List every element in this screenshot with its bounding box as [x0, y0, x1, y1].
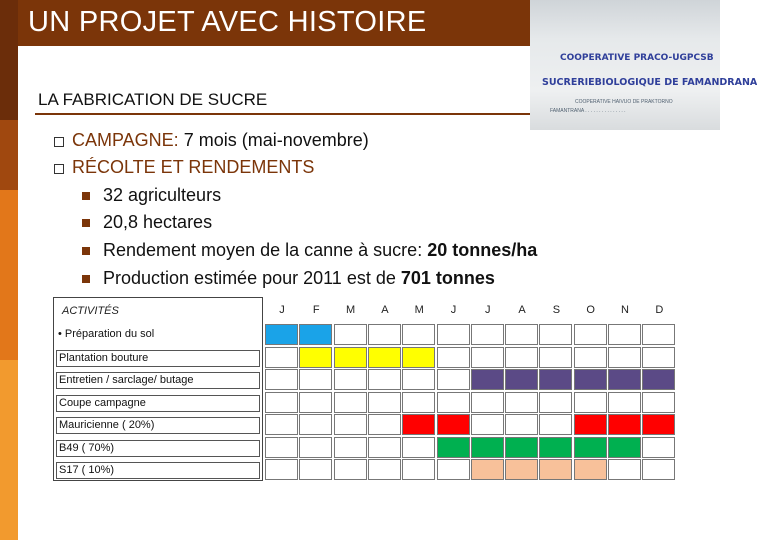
schedule-cell — [299, 392, 332, 413]
schedule-cell — [471, 324, 504, 345]
activity-row-label: S17 ( 10%) — [56, 462, 260, 479]
month-header: A — [518, 304, 526, 316]
schedule-cell — [471, 347, 504, 368]
schedule-cell — [505, 414, 538, 435]
sub-bullet-hectares: 20,8 hectares — [103, 212, 213, 232]
schedule-cell — [574, 437, 607, 458]
schedule-cell — [608, 414, 641, 435]
month-header: A — [381, 304, 389, 316]
schedule-cell — [539, 414, 572, 435]
month-header: J — [450, 304, 457, 316]
schedule-cell — [505, 437, 538, 458]
schedule-cell — [299, 347, 332, 368]
schedule-cell — [471, 437, 504, 458]
campagne-value: 7 mois (mai-novembre) — [178, 130, 369, 150]
month-header: J — [485, 304, 491, 316]
schedule-cell — [574, 459, 607, 480]
schedule-cell — [608, 459, 641, 480]
schedule-cell — [334, 437, 367, 458]
schedule-cell — [574, 414, 607, 435]
schedule-cell — [402, 414, 435, 435]
schedule-cell — [539, 347, 572, 368]
left-decorative-stripe — [0, 0, 18, 540]
schedule-cell — [402, 437, 435, 458]
schedule-cell — [642, 459, 675, 480]
schedule-cell — [368, 392, 401, 413]
schedule-cell — [505, 369, 538, 390]
schedule-cell — [265, 437, 298, 458]
schedule-cell — [299, 414, 332, 435]
schedule-cell — [437, 347, 470, 368]
schedule-cell — [471, 459, 504, 480]
schedule-cell — [299, 324, 332, 345]
schedule-cell — [608, 437, 641, 458]
stripe-segment — [0, 360, 18, 540]
sign-line-cooperative: COOPERATIVE PRACO-UGPCSB — [560, 53, 714, 63]
schedule-cell — [334, 414, 367, 435]
schedule-cell — [334, 392, 367, 413]
month-header: M — [414, 304, 424, 316]
production-value: 701 tonnes — [400, 268, 495, 288]
schedule-cell — [608, 392, 641, 413]
schedule-cell — [334, 369, 367, 390]
rendement-value: 20 tonnes/ha — [427, 240, 538, 260]
schedule-cell — [368, 459, 401, 480]
activity-row-label: Coupe campagne — [56, 395, 260, 412]
month-header: F — [312, 304, 320, 316]
schedule-cell — [265, 414, 298, 435]
solid-square-bullet-icon — [82, 275, 90, 283]
schedule-cell — [437, 459, 470, 480]
schedule-cell — [402, 459, 435, 480]
sign-small-text: COOPERATIVE HAIVUO DE PRAKTORNO — [575, 99, 673, 105]
activity-row-label: B49 ( 70%) — [56, 440, 260, 457]
schedule-cell — [471, 414, 504, 435]
stripe-segment — [0, 120, 18, 190]
schedule-cell — [368, 414, 401, 435]
schedule-cell — [539, 369, 572, 390]
schedule-cell — [299, 437, 332, 458]
schedule-cell — [437, 369, 470, 390]
slide-title: UN PROJET AVEC HISTOIRE — [28, 6, 427, 38]
schedule-cell — [402, 347, 435, 368]
schedule-cell — [539, 324, 572, 345]
subtitle-underline — [35, 113, 530, 115]
schedule-cell — [642, 324, 675, 345]
schedule-cell — [368, 437, 401, 458]
section-subtitle: LA FABRICATION DE SUCRE — [38, 90, 268, 109]
rendement-text: Rendement moyen de la canne à sucre: — [103, 240, 428, 260]
schedule-cell — [505, 347, 538, 368]
bullet-recolte: RÉCOLTE ET RENDEMENTS — [72, 157, 315, 177]
schedule-cell — [402, 369, 435, 390]
schedule-cell — [334, 324, 367, 345]
solid-square-bullet-icon — [82, 247, 90, 255]
hollow-square-bullet-icon — [54, 164, 64, 174]
stripe-segment — [0, 0, 18, 120]
bullet-campagne — [72, 130, 369, 151]
sub-bullet-agriculteurs: 32 agriculteurs — [103, 185, 222, 205]
month-header: S — [552, 304, 561, 316]
activities-header: ACTIVITÉS — [62, 305, 119, 317]
sign-line-sucrerie: SUCRERIEBIOLOGIQUE DE FAMANDRANA — [542, 77, 757, 88]
schedule-cell — [574, 392, 607, 413]
schedule-cell — [539, 392, 572, 413]
schedule-cell — [608, 369, 641, 390]
stripe-segment — [0, 190, 18, 360]
sub-bullet-rendement — [103, 240, 537, 261]
schedule-cell — [299, 459, 332, 480]
schedule-cell — [368, 369, 401, 390]
schedule-cell — [402, 324, 435, 345]
schedule-cell — [437, 324, 470, 345]
sign-small-text: FAMANTRANA . . . . . . . . . . . . . . . — [550, 108, 626, 114]
schedule-cell — [642, 347, 675, 368]
solid-square-bullet-icon — [82, 219, 90, 227]
schedule-cell — [265, 392, 298, 413]
campagne-label: CAMPAGNE: — [72, 130, 179, 150]
solid-square-bullet-icon — [82, 192, 90, 200]
schedule-cell — [265, 347, 298, 368]
schedule-cell — [265, 324, 298, 345]
schedule-cell — [368, 347, 401, 368]
hollow-square-bullet-icon — [54, 137, 64, 147]
schedule-cell — [642, 437, 675, 458]
schedule-cell — [471, 392, 504, 413]
schedule-cell — [608, 324, 641, 345]
schedule-cell — [574, 347, 607, 368]
schedule-cell — [505, 324, 538, 345]
month-header: M — [346, 304, 356, 316]
production-text: Production estimée pour 2011 est de — [103, 268, 401, 288]
schedule-cell — [505, 392, 538, 413]
schedule-cell — [539, 437, 572, 458]
activity-row-label: • Préparation du sol — [58, 328, 155, 340]
activity-row-label: Mauricienne ( 20%) — [56, 417, 260, 434]
schedule-cell — [574, 369, 607, 390]
cooperative-sign-photo — [530, 0, 757, 130]
schedule-cell — [334, 347, 367, 368]
sub-bullet-production — [103, 268, 495, 289]
schedule-cell — [299, 369, 332, 390]
schedule-cell — [265, 459, 298, 480]
schedule-cell — [471, 369, 504, 390]
month-header: N — [621, 304, 629, 316]
schedule-cell — [505, 459, 538, 480]
activity-row-label: Plantation bouture — [56, 350, 260, 367]
schedule-cell — [437, 392, 470, 413]
schedule-cell — [437, 437, 470, 458]
activity-row-label: Entretien / sarclage/ butage — [56, 372, 260, 389]
month-header: D — [655, 304, 664, 316]
schedule-cell — [402, 392, 435, 413]
schedule-cell — [334, 459, 367, 480]
schedule-cell — [539, 459, 572, 480]
schedule-cell — [642, 414, 675, 435]
schedule-cell — [437, 414, 470, 435]
schedule-cell — [608, 347, 641, 368]
schedule-cell — [642, 392, 675, 413]
schedule-cell — [368, 324, 401, 345]
schedule-cell — [574, 324, 607, 345]
month-header: O — [586, 304, 595, 316]
month-header: J — [279, 304, 285, 316]
schedule-cell — [642, 369, 675, 390]
schedule-cell — [265, 369, 298, 390]
